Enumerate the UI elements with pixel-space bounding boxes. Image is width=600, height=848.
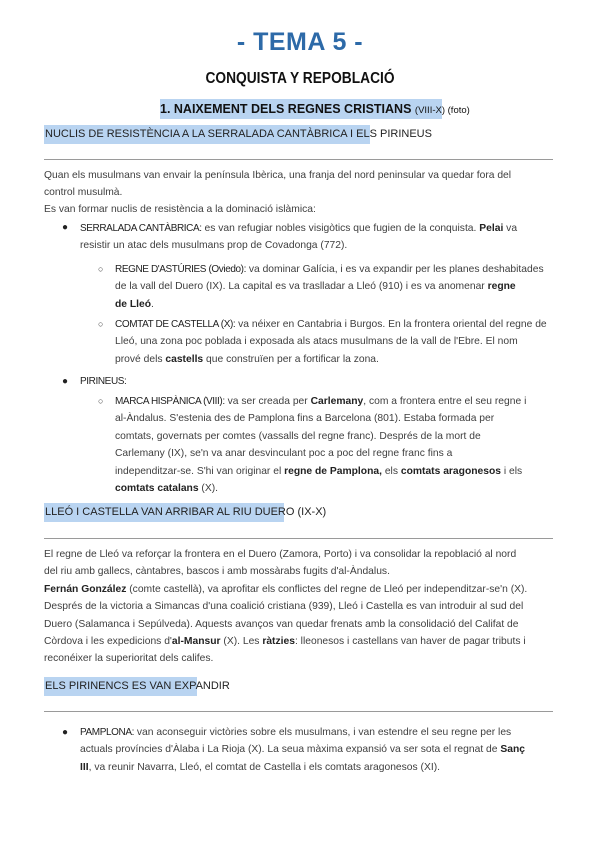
bullet-icon: ● [62,727,69,738]
bold-text: de Lleó [115,298,152,310]
text: , com a frontera entre el seu regne i [363,396,527,407]
text: , va reunir Navarra, Lleó, el comtat de Castella i els comtats aragonesos (XI). [88,761,440,773]
text: . [151,298,154,310]
page-title: - TEMA 5 - [236,28,364,56]
bold-text: III [80,761,89,773]
paragraph-line: Quan els musulmans van envair la península Ibèrica, una franja del nord peninsular va quedar fora del [44,170,512,181]
bullet-icon: ● [62,222,69,233]
text: els [381,465,401,477]
subheading-lleo-castella: LLEÓ I CASTELLA VAN ARRIBAR AL RIU DUERO (IX-X) [44,503,284,522]
term-label: REGNE D'ASTÚRIES (Oviedo): [115,264,246,275]
term-label: SERRALADA CANTÀBRICA: [80,223,202,234]
text: : lleonesos i castellans van haver de pagar tributs i [294,636,526,648]
text: (X). Les [220,636,263,648]
divider [44,159,553,160]
paragraph-line: Duero (Salamanca i Sepúlveda). Aquests avanços van quedar frenats amb la consolidació del Califat de [44,618,519,630]
text: van aconseguir victòries sobre els musulmans, i van estendre el seu regne per les [134,727,512,738]
bold-text: comtats aragonesos [400,465,502,477]
text: prové dels [115,353,166,365]
list-item-pirineus [80,373,126,390]
paragraph-line: El regne de Lleó va reforçar la frontera en el Duero (Zamora, Porto) i va consolidar la repoblació al nord [44,549,517,560]
section-heading-1 [160,99,470,119]
text: va ser creada per [224,396,311,407]
text: va [503,223,518,234]
text: es van refugiar nobles visigòtics que fugien de la conquista. [201,223,480,234]
bullet-icon: ● [62,376,69,387]
page-subtitle: CONQUISTA Y REPOBLACIÓ [205,70,395,87]
paragraph-line: del riu amb gallecs, càntabres, bascos i amb mossàrabs fugits d'al-Àndalus. [44,566,390,578]
text: al-Àndalus. S'estenia des de Pamplona fins a Barcelona (801). Estaba formada per [115,413,495,425]
bold-text: regne [487,281,516,293]
bold-text: comtats catalans [115,483,199,495]
paragraph-line: control musulmà. [44,187,123,198]
term-label: PIRINEUS: [80,376,127,387]
bold-text: ràtzies [262,636,295,648]
bold-text: castells [165,353,204,365]
paragraph-line: Es van formar nuclis de resistència a la dominació islàmica: [44,204,316,215]
text: va dominar Galícia, i es va expandir per les planes deshabitades [245,264,544,275]
text: comtats, governats per comtes (vassalls del regne franc). Després de la mort de [115,430,481,442]
subheading-pirinencs: ELS PIRINENCS ES VAN EXPANDIR [44,677,197,696]
bold-text: Pelai [479,223,504,234]
term-label: PAMPLONA: [80,727,135,738]
paragraph-intro [44,167,556,218]
list-item-serralada [80,220,560,255]
bold-text: Fernán González [44,583,127,595]
list-item-marca-hispanica [115,393,560,497]
circle-bullet-icon: ○ [98,264,104,274]
bold-text: al-Mansur [171,636,221,648]
bold-text: regne de Pamplona, [284,465,382,477]
circle-bullet-icon: ○ [98,396,104,406]
list-item-regne-asturies [115,261,560,313]
text: independitzar-se. S'hi van originar el [115,465,285,477]
subheading-nuclis: NUCLIS DE RESISTÈNCIA A LA SERRALADA CANTÀBRICA I ELS PIRINEUS [44,125,370,144]
text: Carlemany (IX), se'n va anar desvinculant poc a poc del regne franc fins a [115,448,453,460]
bold-text: Carlemany [310,396,364,407]
text: actuals províncies d'Àlaba i La Rioja (X). La seua màxima expansió va ser sota el regnat de [80,744,501,756]
circle-bullet-icon: ○ [98,319,104,329]
list-item-comtat-castella [115,316,560,368]
divider [44,538,553,539]
text: i els [501,465,523,477]
text: va néixer en Cantabria i Burgos. En la frontera oriental del regne de [235,319,547,330]
text: (X). [198,483,219,495]
divider [44,711,553,712]
paragraph-line: Després de la victoria a Simancas d'una coalició cristiana (939), Lleó i Castella es van introduir al sud del [44,601,524,613]
section-heading-1-label: 1. NAIXEMENT DELS REGNES CRISTIANS [160,102,412,116]
text: Còrdova i les expedicions d' [44,636,172,648]
term-label: COMTAT DE CASTELLA (X): [115,319,236,330]
text: (comte castellà), va aprofitar els conflictes del regne de Lleó per independitzar-se'n (X). [126,583,528,595]
text: que construïen per a fortificar la zona. [203,353,379,365]
paragraph-lleo-castella [44,546,556,668]
bold-text: Sanç [500,744,525,756]
text: Lleó, una zona poc poblada i exposada als atacs musulmans de la vall de l'Ebre. El nom [115,336,518,348]
text: de la vall del Duero (IX). La capital es va traslladar a Lleó (910) i es va anomenar [115,281,488,293]
text: resistir un atac dels musulmans prop de Covadonga (772). [80,240,348,252]
section-heading-1-note: (VIII-X) (foto) [414,105,470,116]
list-item-pamplona [80,724,560,776]
paragraph-line: reconéixer la superioritat dels califes. [44,653,214,665]
term-label: MARCA HISPÀNICA (VIII): [115,396,225,407]
